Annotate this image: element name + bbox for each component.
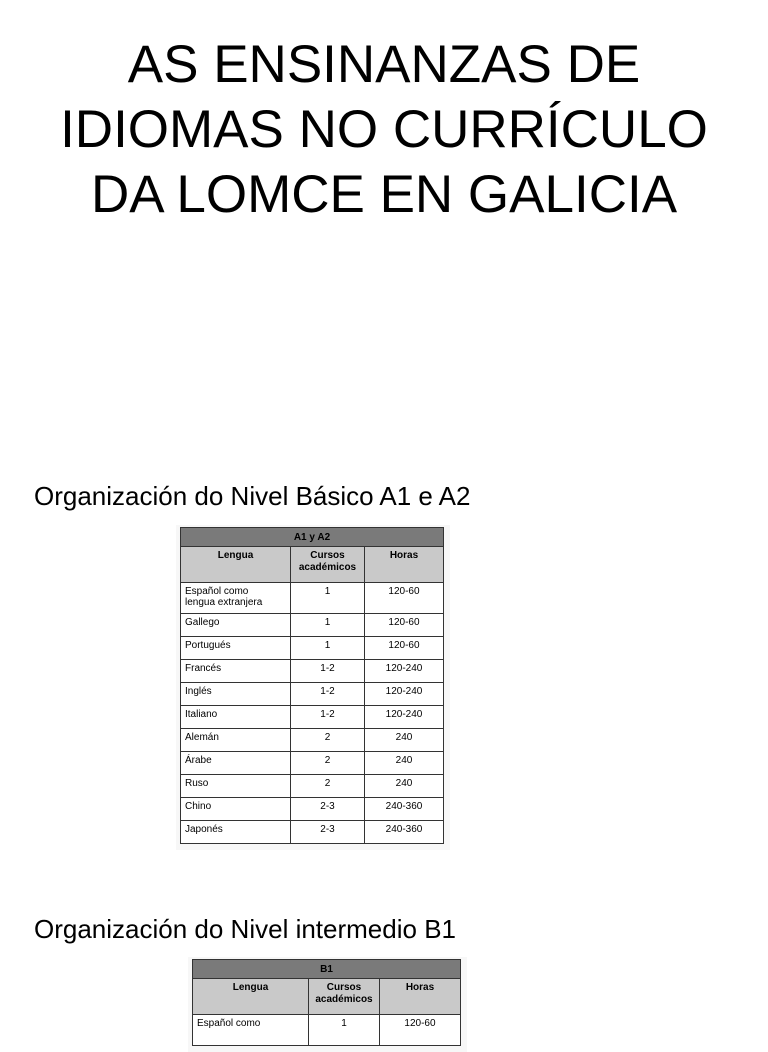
table-row: [181, 821, 444, 844]
header-cursos: [291, 547, 365, 583]
header-horas: Horas: [380, 979, 461, 1015]
header-cursos-line1: Cursos: [310, 550, 345, 561]
cell-lengua: Chino: [181, 798, 291, 821]
cell-lengua-line2: lengua extranjera: [185, 597, 263, 608]
header-cursos-line1: Cursos: [326, 982, 362, 993]
cell-horas: 120-60: [365, 614, 444, 637]
table-row: [181, 798, 444, 821]
table-row: [181, 637, 444, 660]
title-line-1: AS ENSINANZAS DE: [127, 35, 641, 94]
cell-lengua: Ruso: [181, 775, 291, 798]
table-row: [181, 660, 444, 683]
cell-cursos: 1-2: [291, 660, 365, 683]
cell-cursos: 1-2: [291, 706, 365, 729]
cell-lengua-line1: Español como: [185, 586, 249, 597]
table-row: [181, 775, 444, 798]
cell-horas: 120-240: [365, 706, 444, 729]
cell-horas: 240-360: [365, 821, 444, 844]
language-table-intermediate: [192, 959, 461, 1046]
cell-horas: 240: [365, 752, 444, 775]
header-lengua: Lengua: [181, 547, 291, 583]
table-row: [181, 583, 444, 614]
section-heading-basic: Organización do Nivel Básico A1 e A2: [34, 481, 471, 511]
table-header-row: [193, 979, 461, 1015]
cell-cursos: 2: [291, 775, 365, 798]
cell-horas: 120-240: [365, 683, 444, 706]
cell-horas: 120-60: [380, 1015, 461, 1046]
table-caption: A1 y A2: [181, 528, 444, 547]
cell-cursos: 1-2: [291, 683, 365, 706]
header-horas: Horas: [365, 547, 444, 583]
table-image-basic: [176, 525, 450, 850]
table-row: [181, 683, 444, 706]
header-cursos-line2: académicos: [315, 994, 373, 1005]
table-caption-row: [181, 528, 444, 547]
table-caption-row: [193, 960, 461, 979]
cell-cursos: 1: [309, 1015, 380, 1046]
table-row: [193, 1015, 461, 1046]
cell-cursos: 2-3: [291, 821, 365, 844]
cell-cursos: 1: [291, 614, 365, 637]
language-table-basic: [180, 527, 444, 844]
table-row: [181, 614, 444, 637]
cell-horas: 120-60: [365, 583, 444, 614]
cell-lengua: Gallego: [181, 614, 291, 637]
table-header-row: [181, 547, 444, 583]
table-row: [181, 729, 444, 752]
header-cursos: [309, 979, 380, 1015]
cell-horas: 120-240: [365, 660, 444, 683]
cell-lengua: [181, 583, 291, 614]
table-caption: B1: [193, 960, 461, 979]
cell-horas: 240-360: [365, 798, 444, 821]
cell-lengua: Japonés: [181, 821, 291, 844]
cell-cursos: 2-3: [291, 798, 365, 821]
cell-cursos: 2: [291, 752, 365, 775]
cell-horas: 120-60: [365, 637, 444, 660]
table-image-intermediate: [188, 957, 467, 1052]
title-line-2: IDIOMAS NO CURRÍCULO: [60, 100, 708, 159]
cell-lengua: Italiano: [181, 706, 291, 729]
cell-lengua: Español como: [193, 1015, 309, 1046]
cell-lengua: Alemán: [181, 729, 291, 752]
header-cursos-line2: académicos: [298, 562, 357, 573]
cell-lengua: Inglés: [181, 683, 291, 706]
cell-lengua: Portugués: [181, 637, 291, 660]
section-heading-intermediate: Organización do Nivel intermedio B1: [34, 914, 456, 944]
title-line-3: DA LOMCE EN GALICIA: [90, 165, 678, 224]
cell-horas: 240: [365, 775, 444, 798]
cell-lengua: Árabe: [181, 752, 291, 775]
header-lengua: Lengua: [193, 979, 309, 1015]
table-row: [181, 752, 444, 775]
cell-horas: 240: [365, 729, 444, 752]
page-title: [0, 32, 768, 227]
cell-cursos: 1: [291, 583, 365, 614]
cell-lengua: Francés: [181, 660, 291, 683]
cell-cursos: 2: [291, 729, 365, 752]
cell-cursos: 1: [291, 637, 365, 660]
table-row: [181, 706, 444, 729]
